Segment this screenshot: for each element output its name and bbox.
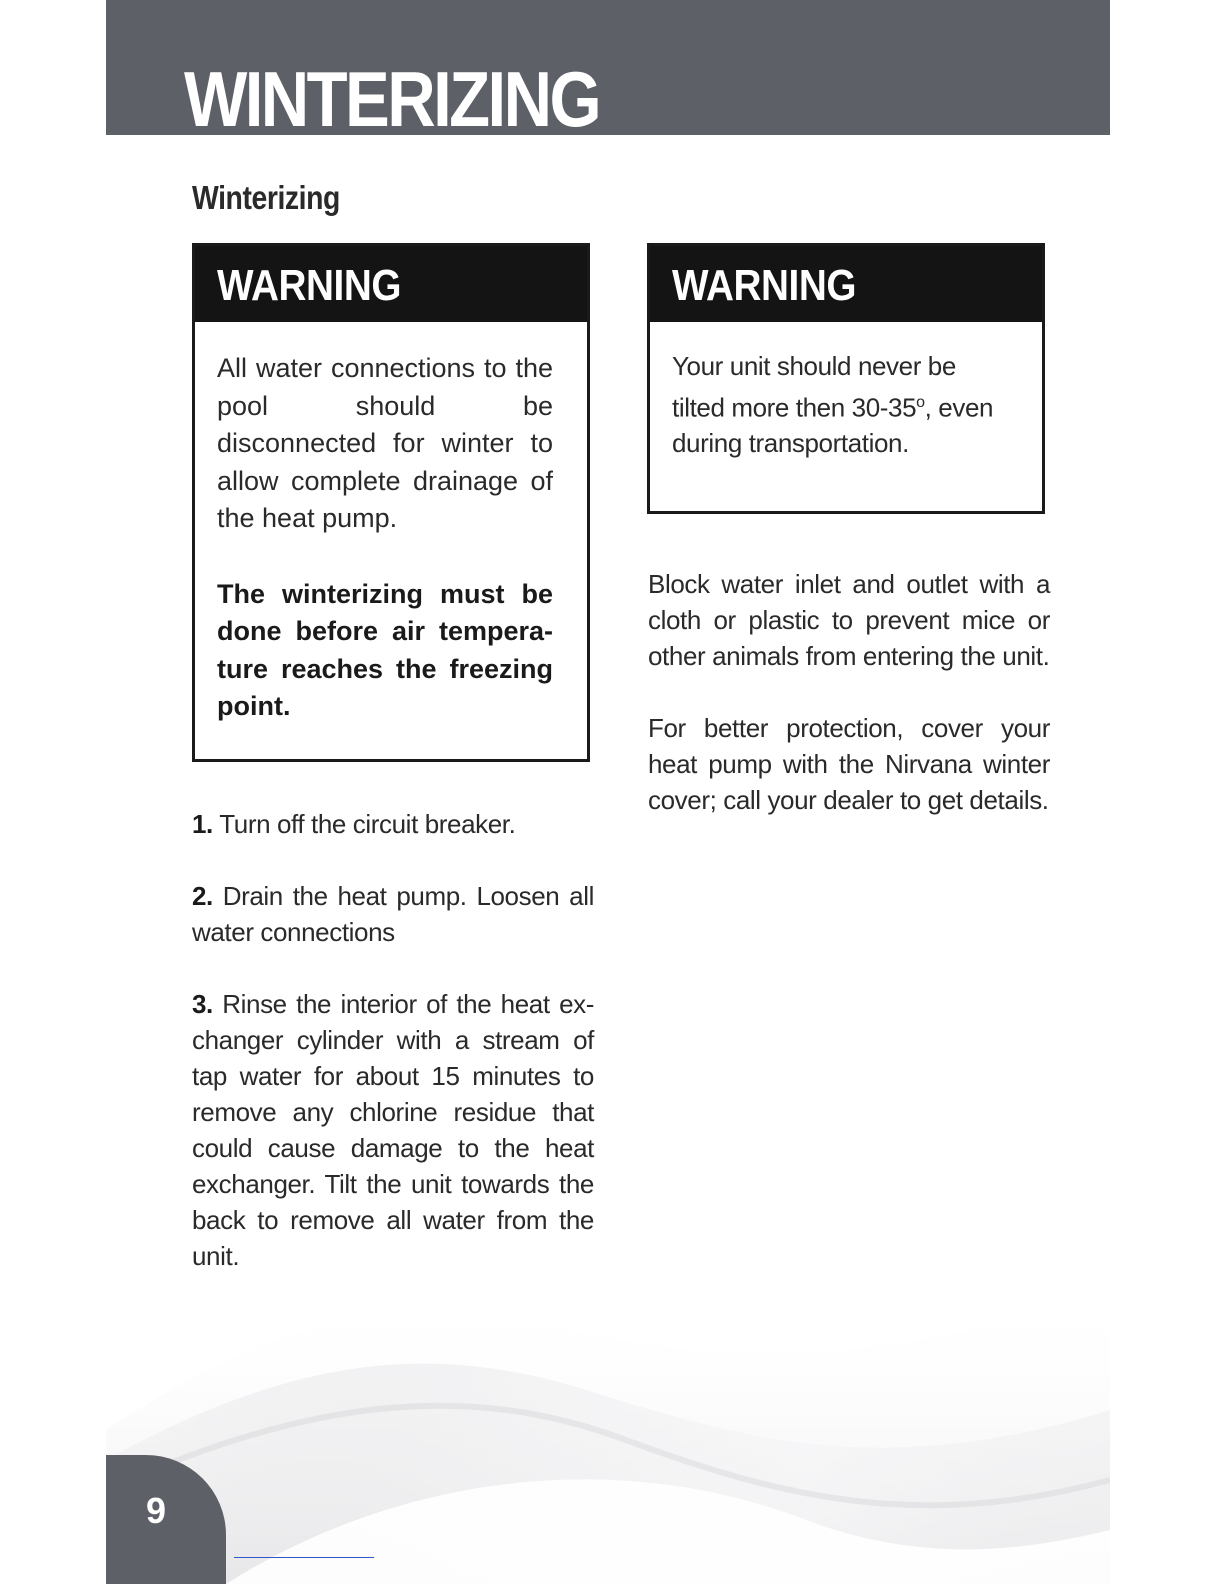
warning-header [650, 246, 1042, 322]
footer-link-underline [234, 1557, 374, 1558]
warning-box-tilt [647, 243, 1045, 514]
page-title: WINTERIZING [184, 55, 600, 135]
header-band [106, 0, 1110, 135]
warning-text-part: Your unit should never be tilted more then 30-35 [672, 351, 956, 423]
warning-text: All water connections to the pool should be disconnected for winter to allow complete drainage of the heat pump. [217, 353, 553, 533]
warning-box-drainage [192, 243, 590, 762]
warning-heading: WARNING [217, 261, 402, 310]
section-title: Winterizing [192, 179, 340, 216]
step-number: 3. [192, 989, 213, 1019]
degree-sign: o [916, 393, 925, 411]
warning-bold-text: The winterizing must be done before air tempera-ture reaches the freezing point. [217, 578, 553, 721]
warning-text [672, 349, 1008, 461]
warning-body [650, 322, 1042, 461]
paragraph: For better protection, cover your heat pump with the Nirvana winter cover; call your dealer to get details. [648, 713, 1050, 815]
step-text: Turn off the circuit breaker. [212, 809, 516, 839]
step-text: Rinse the interior of the heat ex-changer cylinder with a stream of tap water for about 15 minutes to remove any chlorine residue that could cause damage to the heat exchanger. Tilt the unit towards the back to remove all water from the unit. [192, 989, 594, 1271]
manual-page [106, 0, 1110, 1584]
warning-body [195, 322, 587, 726]
page-number: 9 [146, 1490, 167, 1531]
decorative-swoosh [106, 1230, 1110, 1584]
warning-text-part: , even during transportation. [672, 392, 994, 458]
step-item [192, 806, 594, 842]
paragraph: Block water inlet and outlet with a cloth or plastic to prevent mice or other animals from entering the unit. [648, 569, 1050, 671]
step-text: Drain the heat pump. Loosen all water connections [192, 881, 594, 947]
step-item [192, 878, 594, 950]
step-number: 2. [192, 881, 213, 911]
step-number: 1. [192, 809, 213, 839]
warning-header [195, 246, 587, 322]
warning-heading: WARNING [672, 261, 857, 310]
right-column-text [648, 566, 1050, 854]
